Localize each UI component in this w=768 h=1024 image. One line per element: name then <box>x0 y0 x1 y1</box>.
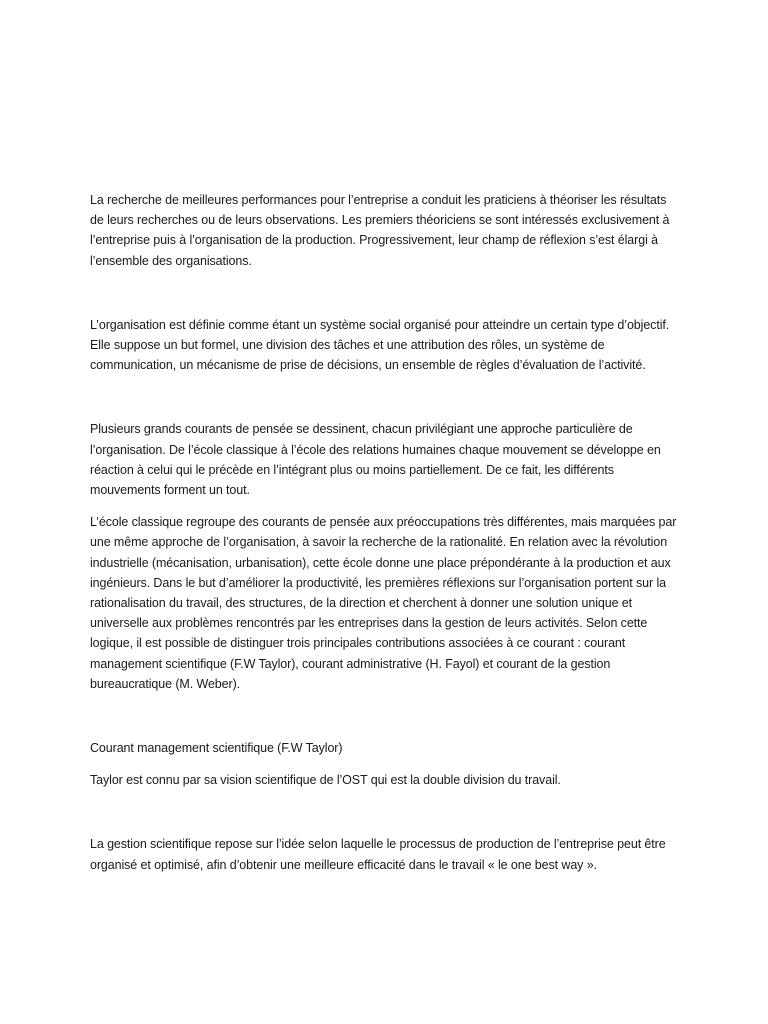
paragraph-schools-of-thought: Plusieurs grands courants de pensée se dessinent, chacun privilégiant une approche particulière de l’organisation. De l’école classique à l’école des relations humaines chaque mouvement se développe en réaction à celui qui le précède en l’intégrant plus ou moins partiellement. De ce fait, les différents mouvements forment un tout. <box>90 422 661 498</box>
paragraph-scientific-management: La gestion scientifique repose sur l’idée selon laquelle le processus de production de l’entreprise peut être organisé et optimisé, afin d’obtenir une meilleure efficacité dans le travail « le one best way ». <box>90 837 666 872</box>
paragraph-organisation-definition: L’organisation est définie comme étant un système social organisé pour atteindre un certain type d’objectif. Elle suppose un but formel, une division des tâches et une attribution des rôles, un système de communication, un mécanisme de prise de décisions, un ensemble de règles d’évaluation de l’activité. <box>90 317 670 373</box>
paragraph-classical-school: L’école classique regroupe des courants de pensée aux préoccupations très différentes, mais marquées par une même approche de l’organisation, à savoir la recherche de la rationalité. En relation avec la révolution industrielle (mécanisation, urbanisation), cette école donne une place prépondérante à la production et aux ingénieurs. Dans le but d’améliorer la productivité, les premières réflexions sur l’organisation portent sur la rationalisation du travail, des structures, de la direction et cherchent à donner une solution unique et universelle aux problèmes rencontrés par les entreprises dans la gestion de leurs activités. Selon cette logique, il est possible de distinguer trois principales contributions associées à ce courant : courant management scientifique (F.W Taylor), courant administrative (H. Fayol) et courant de la gestion bureaucratique (M. Weber). <box>90 515 677 691</box>
document-page <box>90 190 680 875</box>
section-heading-taylor: Courant management scientifique (F.W Taylor) <box>90 741 343 756</box>
paragraph-taylor-ost: Taylor est connu par sa vision scientifique de l’OST qui est la double division du travail. <box>90 773 561 788</box>
paragraph-intro: La recherche de meilleures performances pour l’entreprise a conduit les praticiens à théoriser les résultats de leurs recherches ou de leurs observations. Les premiers théoriciens se sont intéressés exclusivement à l’entreprise puis à l’organisation de la production. Progressivement, leur champ de réflexion s’est élargi à l’ensemble des organisations. <box>90 193 670 268</box>
